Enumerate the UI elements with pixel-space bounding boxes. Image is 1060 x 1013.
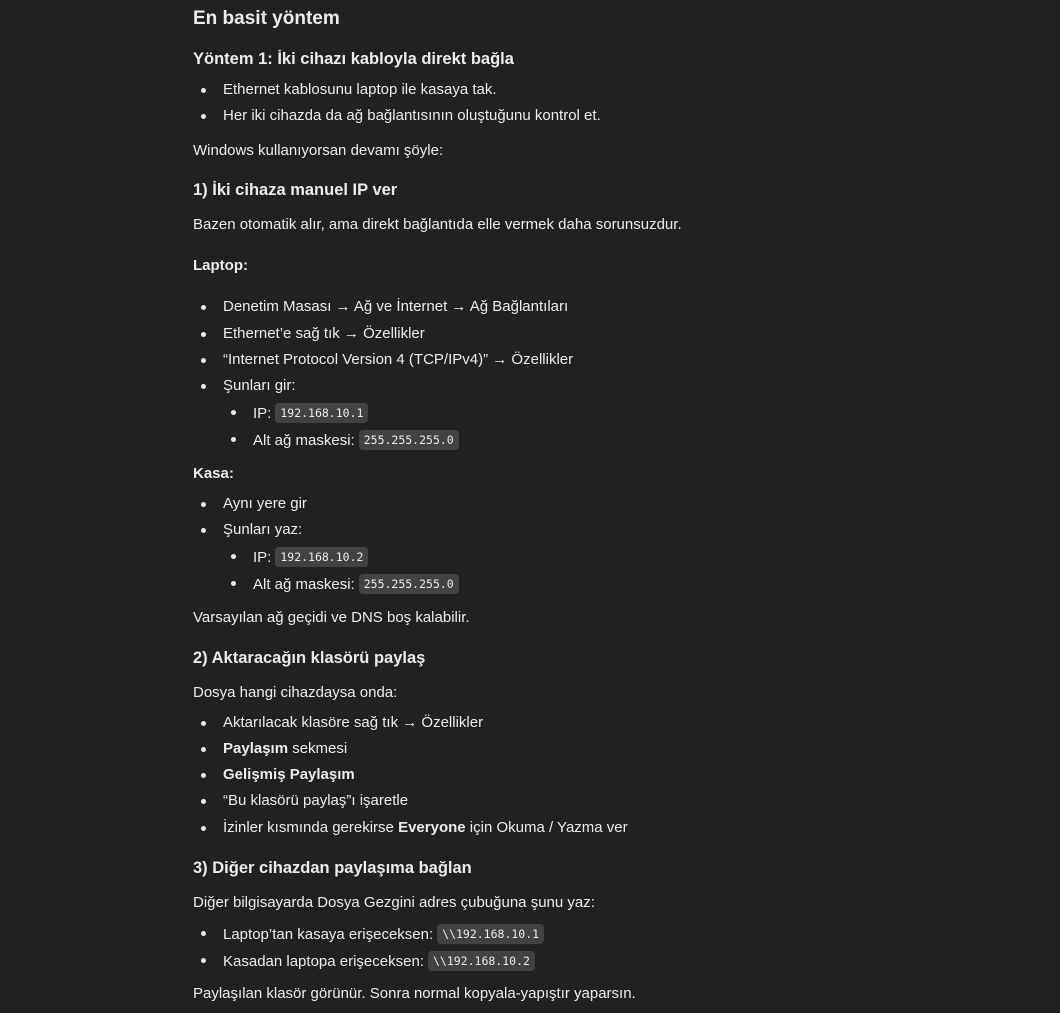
step3-outro: Paylaşılan klasör görünür. Sonra normal kopyala-yapıştır yaparsın. — [193, 985, 636, 1002]
list-item: Aynı yere gir — [223, 495, 307, 512]
code-mask: 255.255.255.0 — [359, 574, 459, 594]
bullet — [231, 437, 236, 442]
list-item: Laptop’tan kasaya erişeceksen: \\192.168.10.1 — [223, 924, 544, 944]
step3-intro: Diğer bilgisayarda Dosya Gezgini adres çubuğuna şunu yaz: — [193, 894, 595, 911]
list-item: Aktarılacak klasöre sağ tık → Özellikler — [223, 714, 483, 731]
list-item: Paylaşım sekmesi — [223, 740, 347, 757]
step3-heading: 3) Diğer cihazdan paylaşıma bağlan — [193, 859, 472, 877]
list-item: Ethernet’e sağ tık → Özellikler — [223, 325, 425, 342]
kasa-mask-item: Alt ağ maskesi: 255.255.255.0 — [253, 574, 459, 594]
bullet — [201, 826, 206, 831]
laptop-ip-item: IP: 192.168.10.1 — [253, 403, 368, 423]
list-item: Kasadan laptopa erişeceksen: \\192.168.10.2 — [223, 951, 535, 971]
list-item: “Bu klasörü paylaş”ı işaretle — [223, 792, 408, 809]
bullet — [201, 528, 206, 533]
step2-intro: Dosya hangi cihazdaysa onda: — [193, 684, 398, 701]
code-mask: 255.255.255.0 — [359, 430, 459, 450]
bullet — [231, 581, 236, 586]
list-item: İzinler kısmında gerekirse Everyone için Okuma / Yazma ver — [223, 819, 628, 836]
bullet — [201, 747, 206, 752]
laptop-label: Laptop: — [193, 257, 248, 274]
code-ip: 192.168.10.2 — [275, 547, 368, 567]
bullet — [231, 410, 236, 415]
list-item: Şunları gir: — [223, 377, 296, 394]
bullet — [201, 799, 206, 804]
bullet — [201, 332, 206, 337]
list-item: Her iki cihazda da ağ bağlantısının oluştuğunu kontrol et. — [223, 107, 601, 124]
bullet — [201, 773, 206, 778]
code-unc-path: \\192.168.10.1 — [437, 924, 544, 944]
bullet — [231, 554, 236, 559]
bullet — [201, 88, 206, 93]
gateway-note: Varsayılan ağ geçidi ve DNS boş kalabilir. — [193, 609, 470, 626]
bullet — [201, 721, 206, 726]
bullet — [201, 502, 206, 507]
list-item: Gelişmiş Paylaşım — [223, 766, 355, 783]
page-title: En basit yöntem — [193, 8, 340, 29]
list-item: Şunları yaz: — [223, 521, 302, 538]
bullet — [201, 958, 206, 963]
list-item: Ethernet kablosunu laptop ile kasaya tak. — [223, 81, 497, 98]
windows-note: Windows kullanıyorsan devamı şöyle: — [193, 142, 444, 159]
step1-heading: 1) İki cihaza manuel IP ver — [193, 181, 398, 199]
bullet — [201, 305, 206, 310]
step1-intro: Bazen otomatik alır, ama direkt bağlantıda elle vermek daha sorunsuzdur. — [193, 216, 682, 233]
code-unc-path: \\192.168.10.2 — [428, 951, 535, 971]
bullet — [201, 358, 206, 363]
kasa-ip-item: IP: 192.168.10.2 — [253, 547, 368, 567]
step2-heading: 2) Aktaracağın klasörü paylaş — [193, 649, 426, 667]
bullet — [201, 384, 206, 389]
code-ip: 192.168.10.1 — [275, 403, 368, 423]
laptop-mask-item: Alt ağ maskesi: 255.255.255.0 — [253, 430, 459, 450]
method1-heading: Yöntem 1: İki cihazı kabloyla direkt bağla — [193, 50, 514, 68]
list-item: “Internet Protocol Version 4 (TCP/IPv4)” → Özellikler — [223, 351, 573, 368]
list-item: Denetim Masası → Ağ ve İnternet → Ağ Bağlantıları — [223, 298, 568, 315]
bullet — [201, 931, 206, 936]
bullet — [201, 114, 206, 119]
kasa-label: Kasa: — [193, 465, 234, 482]
